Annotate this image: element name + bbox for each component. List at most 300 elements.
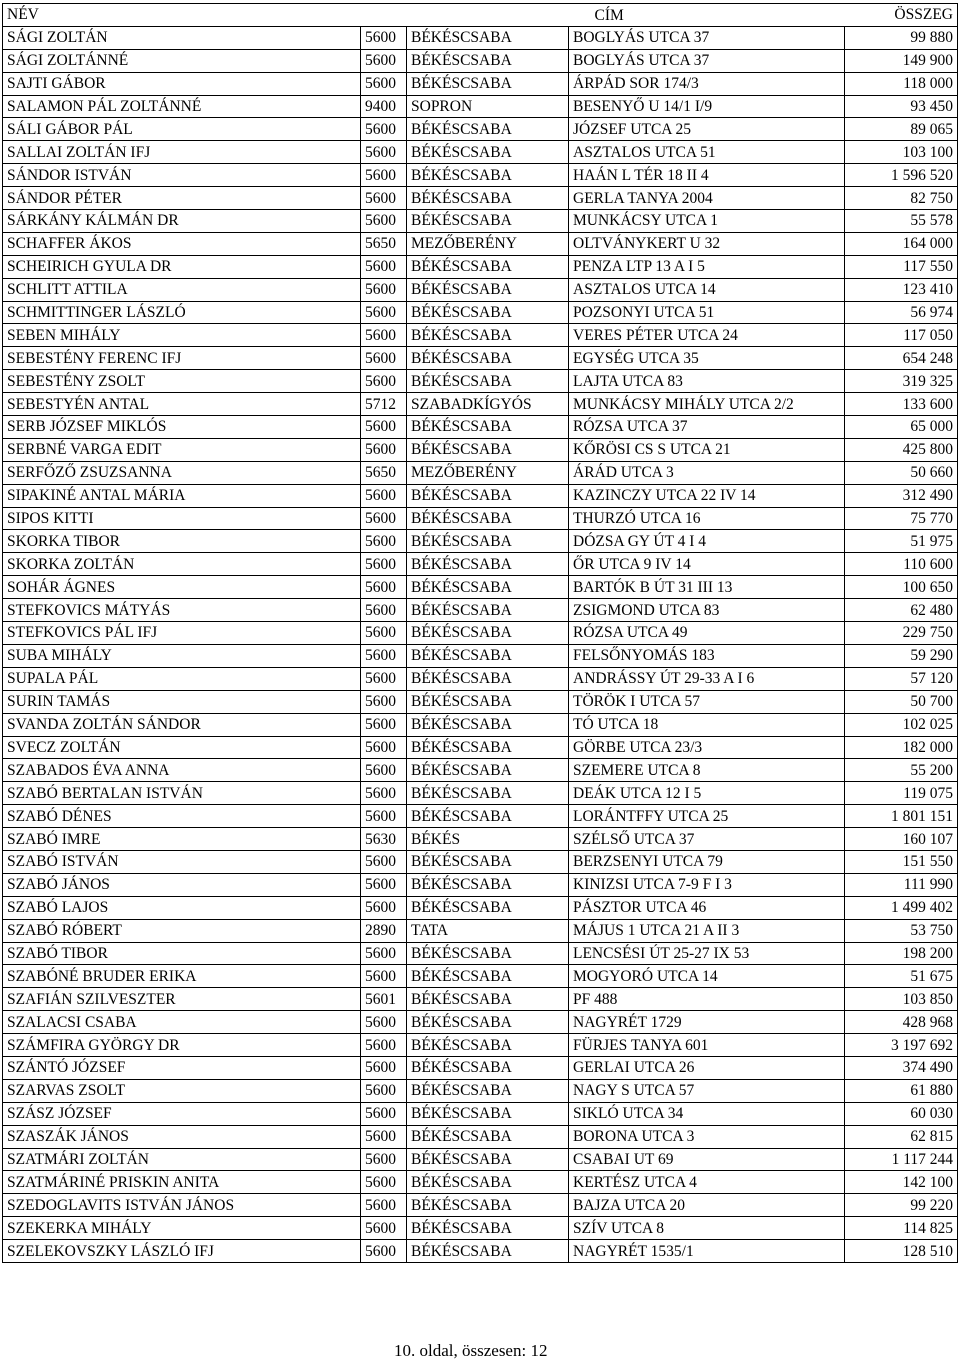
cell-amount: 164 000 xyxy=(845,232,958,255)
cell-zip: 5600 xyxy=(361,1034,407,1057)
cell-street: RÓZSA UTCA 49 xyxy=(569,622,845,645)
cell-amount: 56 974 xyxy=(845,301,958,324)
cell-city: BÉKÉSCSABA xyxy=(407,782,569,805)
cell-name: SEBESTYÉN ANTAL xyxy=(3,393,361,416)
cell-street: SZÍV UTCA 8 xyxy=(569,1217,845,1240)
cell-street: GÖRBE UTCA 23/3 xyxy=(569,736,845,759)
cell-city: BÉKÉSCSABA xyxy=(407,416,569,439)
cell-name: SCHAFFER ÁKOS xyxy=(3,232,361,255)
table-row xyxy=(3,26,958,49)
cell-street: FÜRJES TANYA 601 xyxy=(569,1034,845,1057)
cell-street: POZSONYI UTCA 51 xyxy=(569,301,845,324)
cell-city: BÉKÉSCSABA xyxy=(407,347,569,370)
cell-city: BÉKÉSCSABA xyxy=(407,324,569,347)
cell-street: LORÁNTFFY UTCA 25 xyxy=(569,805,845,828)
cell-city: BÉKÉSCSABA xyxy=(407,1148,569,1171)
cell-city: BÉKÉSCSABA xyxy=(407,438,569,461)
table-row xyxy=(3,1217,958,1240)
cell-city: BÉKÉSCSABA xyxy=(407,164,569,187)
table-row xyxy=(3,873,958,896)
cell-amount: 118 000 xyxy=(845,72,958,95)
header-amount: ÖSSZEG xyxy=(845,4,958,27)
cell-street: TÓ UTCA 18 xyxy=(569,713,845,736)
cell-street: BOGLYÁS UTCA 37 xyxy=(569,26,845,49)
cell-amount: 114 825 xyxy=(845,1217,958,1240)
cell-zip: 5650 xyxy=(361,461,407,484)
cell-name: SZEKERKA MIHÁLY xyxy=(3,1217,361,1240)
cell-city: BÉKÉSCSABA xyxy=(407,255,569,278)
header-address: CÍM xyxy=(594,7,624,24)
cell-street: ASZTALOS UTCA 14 xyxy=(569,278,845,301)
cell-city: BÉKÉSCSABA xyxy=(407,26,569,49)
cell-zip: 5600 xyxy=(361,26,407,49)
cell-street: GERLAI UTCA 26 xyxy=(569,1056,845,1079)
cell-name: SERFŐZŐ ZSUZSANNA xyxy=(3,461,361,484)
cell-amount: 1 499 402 xyxy=(845,896,958,919)
cell-amount: 103 850 xyxy=(845,988,958,1011)
cell-name: SZATMÁRINÉ PRISKIN ANITA xyxy=(3,1171,361,1194)
cell-name: SZARVAS ZSOLT xyxy=(3,1079,361,1102)
cell-name: SUBA MIHÁLY xyxy=(3,644,361,667)
cell-city: BÉKÉSCSABA xyxy=(407,759,569,782)
cell-city: BÉKÉSCSABA xyxy=(407,530,569,553)
cell-amount: 93 450 xyxy=(845,95,958,118)
cell-street: FELSŐNYOMÁS 183 xyxy=(569,644,845,667)
table-row xyxy=(3,667,958,690)
cell-name: SIPAKINÉ ANTAL MÁRIA xyxy=(3,484,361,507)
cell-zip: 5600 xyxy=(361,484,407,507)
cell-amount: 319 325 xyxy=(845,370,958,393)
table-row xyxy=(3,576,958,599)
records-table xyxy=(2,3,958,1263)
cell-street: MOGYORÓ UTCA 14 xyxy=(569,965,845,988)
cell-zip: 5600 xyxy=(361,141,407,164)
cell-name: SZABÓ IMRE xyxy=(3,828,361,851)
cell-amount: 100 650 xyxy=(845,576,958,599)
cell-city: BÉKÉSCSABA xyxy=(407,49,569,72)
cell-amount: 55 578 xyxy=(845,210,958,233)
cell-city: BÉKÉSCSABA xyxy=(407,622,569,645)
cell-amount: 133 600 xyxy=(845,393,958,416)
cell-amount: 119 075 xyxy=(845,782,958,805)
cell-city: BÉKÉSCSABA xyxy=(407,896,569,919)
table-row xyxy=(3,1056,958,1079)
cell-zip: 2890 xyxy=(361,919,407,942)
cell-street: EGYSÉG UTCA 35 xyxy=(569,347,845,370)
table-row xyxy=(3,1102,958,1125)
cell-amount: 51 675 xyxy=(845,965,958,988)
cell-zip: 5600 xyxy=(361,805,407,828)
cell-zip: 5600 xyxy=(361,438,407,461)
cell-name: SALAMON PÁL ZOLTÁNNÉ xyxy=(3,95,361,118)
cell-zip: 5600 xyxy=(361,1079,407,1102)
cell-name: SÁLI GÁBOR PÁL xyxy=(3,118,361,141)
cell-amount: 123 410 xyxy=(845,278,958,301)
cell-zip: 5600 xyxy=(361,759,407,782)
cell-city: BÉKÉSCSABA xyxy=(407,484,569,507)
cell-zip: 5600 xyxy=(361,301,407,324)
cell-street: LAJTA UTCA 83 xyxy=(569,370,845,393)
table-row xyxy=(3,530,958,553)
cell-amount: 53 750 xyxy=(845,919,958,942)
cell-street: CSABAI UT 69 xyxy=(569,1148,845,1171)
cell-amount: 62 815 xyxy=(845,1125,958,1148)
cell-zip: 5600 xyxy=(361,667,407,690)
cell-city: BÉKÉSCSABA xyxy=(407,210,569,233)
cell-name: SÁNDOR ISTVÁN xyxy=(3,164,361,187)
cell-street: ASZTALOS UTCA 51 xyxy=(569,141,845,164)
cell-name: SURIN TAMÁS xyxy=(3,690,361,713)
cell-city: BÉKÉSCSABA xyxy=(407,1102,569,1125)
cell-name: SZATMÁRI ZOLTÁN xyxy=(3,1148,361,1171)
table-row xyxy=(3,438,958,461)
cell-amount: 50 700 xyxy=(845,690,958,713)
cell-zip: 5600 xyxy=(361,782,407,805)
cell-zip: 5600 xyxy=(361,644,407,667)
cell-name: SÁNDOR PÉTER xyxy=(3,187,361,210)
cell-zip: 5600 xyxy=(361,1240,407,1263)
cell-amount: 50 660 xyxy=(845,461,958,484)
cell-city: BÉKÉSCSABA xyxy=(407,278,569,301)
cell-zip: 5600 xyxy=(361,942,407,965)
cell-amount: 425 800 xyxy=(845,438,958,461)
cell-name: SZÁSZ JÓZSEF xyxy=(3,1102,361,1125)
cell-street: LENCSÉSI ÚT 25-27 IX 53 xyxy=(569,942,845,965)
cell-city: BÉKÉSCSABA xyxy=(407,873,569,896)
cell-street: NAGYRÉT 1535/1 xyxy=(569,1240,845,1263)
cell-city: BÉKÉSCSABA xyxy=(407,713,569,736)
cell-amount: 82 750 xyxy=(845,187,958,210)
cell-name: SCHEIRICH GYULA DR xyxy=(3,255,361,278)
table-row xyxy=(3,393,958,416)
cell-street: RÓZSA UTCA 37 xyxy=(569,416,845,439)
cell-zip: 5600 xyxy=(361,416,407,439)
cell-amount: 149 900 xyxy=(845,49,958,72)
cell-name: SVANDA ZOLTÁN SÁNDOR xyxy=(3,713,361,736)
cell-street: KAZINCZY UTCA 22 IV 14 xyxy=(569,484,845,507)
cell-amount: 99 220 xyxy=(845,1194,958,1217)
cell-amount: 65 000 xyxy=(845,416,958,439)
cell-zip: 5601 xyxy=(361,988,407,1011)
cell-city: BÉKÉSCSABA xyxy=(407,644,569,667)
cell-name: SKORKA TIBOR xyxy=(3,530,361,553)
cell-city: BÉKÉSCSABA xyxy=(407,690,569,713)
header-blank-city xyxy=(407,4,569,27)
cell-zip: 5600 xyxy=(361,1171,407,1194)
cell-street: ÁRÁD UTCA 3 xyxy=(569,461,845,484)
cell-city: BÉKÉSCSABA xyxy=(407,1079,569,1102)
cell-city: BÉKÉSCSABA xyxy=(407,965,569,988)
cell-name: SOHÁR ÁGNES xyxy=(3,576,361,599)
header-address-cell xyxy=(569,4,845,27)
cell-street: GERLA TANYA 2004 xyxy=(569,187,845,210)
cell-street: ANDRÁSSY ÚT 29-33 A I 6 xyxy=(569,667,845,690)
table-row xyxy=(3,553,958,576)
cell-city: BÉKÉS xyxy=(407,828,569,851)
table-row xyxy=(3,782,958,805)
cell-city: BÉKÉSCSABA xyxy=(407,1125,569,1148)
cell-zip: 5600 xyxy=(361,370,407,393)
cell-name: SKORKA ZOLTÁN xyxy=(3,553,361,576)
cell-amount: 3 197 692 xyxy=(845,1034,958,1057)
cell-zip: 5600 xyxy=(361,1217,407,1240)
cell-street: BERZSENYI UTCA 79 xyxy=(569,850,845,873)
cell-amount: 57 120 xyxy=(845,667,958,690)
table-row xyxy=(3,461,958,484)
cell-city: BÉKÉSCSABA xyxy=(407,72,569,95)
cell-name: SZABÓNÉ BRUDER ERIKA xyxy=(3,965,361,988)
cell-street: PÁSZTOR UTCA 46 xyxy=(569,896,845,919)
cell-street: PENZA LTP 13 A I 5 xyxy=(569,255,845,278)
table-row xyxy=(3,828,958,851)
cell-amount: 198 200 xyxy=(845,942,958,965)
cell-street: KERTÉSZ UTCA 4 xyxy=(569,1171,845,1194)
cell-zip: 5600 xyxy=(361,736,407,759)
cell-amount: 1 596 520 xyxy=(845,164,958,187)
cell-city: BÉKÉSCSABA xyxy=(407,301,569,324)
cell-zip: 5600 xyxy=(361,530,407,553)
table-row xyxy=(3,507,958,530)
header-row xyxy=(3,4,958,27)
table-row xyxy=(3,210,958,233)
cell-amount: 128 510 xyxy=(845,1240,958,1263)
cell-street: SIKLÓ UTCA 34 xyxy=(569,1102,845,1125)
cell-street: THURZÓ UTCA 16 xyxy=(569,507,845,530)
cell-amount: 55 200 xyxy=(845,759,958,782)
cell-city: BÉKÉSCSABA xyxy=(407,1011,569,1034)
cell-name: SZABÓ DÉNES xyxy=(3,805,361,828)
cell-name: SEBESTÉNY FERENC IFJ xyxy=(3,347,361,370)
table-row xyxy=(3,49,958,72)
table-row xyxy=(3,232,958,255)
table-row xyxy=(3,919,958,942)
cell-name: SALLAI ZOLTÁN IFJ xyxy=(3,141,361,164)
table-row xyxy=(3,301,958,324)
cell-zip: 5600 xyxy=(361,1056,407,1079)
cell-zip: 5600 xyxy=(361,965,407,988)
cell-street: BOGLYÁS UTCA 37 xyxy=(569,49,845,72)
cell-street: KŐRÖSI CS S UTCA 21 xyxy=(569,438,845,461)
table-row xyxy=(3,484,958,507)
cell-name: SZELEKOVSZKY LÁSZLÓ IFJ xyxy=(3,1240,361,1263)
cell-street: TÖRÖK I UTCA 57 xyxy=(569,690,845,713)
cell-city: BÉKÉSCSABA xyxy=(407,118,569,141)
cell-amount: 60 030 xyxy=(845,1102,958,1125)
cell-street: BAJZA UTCA 20 xyxy=(569,1194,845,1217)
cell-street: BORONA UTCA 3 xyxy=(569,1125,845,1148)
table-row xyxy=(3,370,958,393)
cell-street: HAÁN L TÉR 18 II 4 xyxy=(569,164,845,187)
cell-zip: 5600 xyxy=(361,873,407,896)
cell-street: NAGYRÉT 1729 xyxy=(569,1011,845,1034)
cell-amount: 110 600 xyxy=(845,553,958,576)
cell-name: SZASZÁK JÁNOS xyxy=(3,1125,361,1148)
cell-street: DÓZSA GY ÚT 4 I 4 xyxy=(569,530,845,553)
cell-amount: 117 050 xyxy=(845,324,958,347)
cell-street: BARTÓK B ÚT 31 III 13 xyxy=(569,576,845,599)
table-row xyxy=(3,713,958,736)
cell-name: SÁGI ZOLTÁNNÉ xyxy=(3,49,361,72)
cell-name: STEFKOVICS MÁTYÁS xyxy=(3,599,361,622)
cell-zip: 5600 xyxy=(361,118,407,141)
table-row xyxy=(3,1240,958,1263)
cell-zip: 5600 xyxy=(361,255,407,278)
cell-amount: 312 490 xyxy=(845,484,958,507)
cell-city: BÉKÉSCSABA xyxy=(407,599,569,622)
cell-amount: 99 880 xyxy=(845,26,958,49)
cell-name: SZEDOGLAVITS ISTVÁN JÁNOS xyxy=(3,1194,361,1217)
cell-amount: 428 968 xyxy=(845,1011,958,1034)
cell-zip: 5600 xyxy=(361,1011,407,1034)
cell-zip: 5600 xyxy=(361,72,407,95)
table-row xyxy=(3,347,958,370)
cell-street: DEÁK UTCA 12 I 5 xyxy=(569,782,845,805)
table-row xyxy=(3,324,958,347)
cell-city: BÉKÉSCSABA xyxy=(407,507,569,530)
cell-city: BÉKÉSCSABA xyxy=(407,942,569,965)
cell-zip: 5600 xyxy=(361,210,407,233)
cell-name: SZAFIÁN SZILVESZTER xyxy=(3,988,361,1011)
cell-city: MEZŐBERÉNY xyxy=(407,232,569,255)
cell-amount: 1 117 244 xyxy=(845,1148,958,1171)
cell-city: MEZŐBERÉNY xyxy=(407,461,569,484)
cell-name: SÁRKÁNY KÁLMÁN DR xyxy=(3,210,361,233)
cell-street: ZSIGMOND UTCA 83 xyxy=(569,599,845,622)
cell-city: BÉKÉSCSABA xyxy=(407,1194,569,1217)
cell-city: SOPRON xyxy=(407,95,569,118)
cell-zip: 5600 xyxy=(361,553,407,576)
cell-zip: 5600 xyxy=(361,347,407,370)
table-row xyxy=(3,988,958,1011)
cell-name: SZABADOS ÉVA ANNA xyxy=(3,759,361,782)
cell-zip: 5600 xyxy=(361,713,407,736)
cell-zip: 5600 xyxy=(361,850,407,873)
table-row xyxy=(3,736,958,759)
cell-amount: 1 801 151 xyxy=(845,805,958,828)
table-row xyxy=(3,187,958,210)
cell-zip: 5650 xyxy=(361,232,407,255)
cell-zip: 5600 xyxy=(361,1125,407,1148)
table-row xyxy=(3,805,958,828)
cell-street: OLTVÁNYKERT U 32 xyxy=(569,232,845,255)
cell-name: SERBNÉ VARGA EDIT xyxy=(3,438,361,461)
cell-amount: 182 000 xyxy=(845,736,958,759)
cell-name: SZABÓ ISTVÁN xyxy=(3,850,361,873)
cell-city: BÉKÉSCSABA xyxy=(407,576,569,599)
cell-zip: 5600 xyxy=(361,1102,407,1125)
cell-amount: 117 550 xyxy=(845,255,958,278)
cell-city: BÉKÉSCSABA xyxy=(407,553,569,576)
cell-city: BÉKÉSCSABA xyxy=(407,805,569,828)
cell-name: SUPALA PÁL xyxy=(3,667,361,690)
cell-city: BÉKÉSCSABA xyxy=(407,850,569,873)
cell-street: ŐR UTCA 9 IV 14 xyxy=(569,553,845,576)
cell-city: BÉKÉSCSABA xyxy=(407,667,569,690)
cell-zip: 5600 xyxy=(361,164,407,187)
cell-amount: 374 490 xyxy=(845,1056,958,1079)
cell-street: MUNKÁCSY UTCA 1 xyxy=(569,210,845,233)
cell-amount: 102 025 xyxy=(845,713,958,736)
table-row xyxy=(3,1125,958,1148)
cell-city: SZABADKÍGYÓS xyxy=(407,393,569,416)
cell-city: BÉKÉSCSABA xyxy=(407,988,569,1011)
table-row xyxy=(3,1079,958,1102)
table-row xyxy=(3,1034,958,1057)
table-row xyxy=(3,278,958,301)
cell-name: SEBESTÉNY ZSOLT xyxy=(3,370,361,393)
cell-amount: 151 550 xyxy=(845,850,958,873)
cell-name: SZABÓ TIBOR xyxy=(3,942,361,965)
cell-zip: 5600 xyxy=(361,507,407,530)
cell-zip: 5630 xyxy=(361,828,407,851)
table-row xyxy=(3,164,958,187)
cell-name: SZÁNTÓ JÓZSEF xyxy=(3,1056,361,1079)
cell-zip: 5600 xyxy=(361,622,407,645)
table-row xyxy=(3,965,958,988)
cell-amount: 142 100 xyxy=(845,1171,958,1194)
table-row xyxy=(3,1171,958,1194)
cell-name: SZABÓ LAJOS xyxy=(3,896,361,919)
table-row xyxy=(3,942,958,965)
cell-city: BÉKÉSCSABA xyxy=(407,1171,569,1194)
cell-zip: 5600 xyxy=(361,599,407,622)
cell-amount: 111 990 xyxy=(845,873,958,896)
table-row xyxy=(3,416,958,439)
header-blank-zip xyxy=(361,4,407,27)
cell-city: BÉKÉSCSABA xyxy=(407,1056,569,1079)
cell-amount: 160 107 xyxy=(845,828,958,851)
cell-name: SIPOS KITTI xyxy=(3,507,361,530)
cell-name: SVECZ ZOLTÁN xyxy=(3,736,361,759)
cell-zip: 5600 xyxy=(361,896,407,919)
cell-zip: 5600 xyxy=(361,576,407,599)
cell-zip: 5600 xyxy=(361,324,407,347)
cell-amount: 61 880 xyxy=(845,1079,958,1102)
table-row xyxy=(3,759,958,782)
table-row xyxy=(3,141,958,164)
cell-name: SZÁMFIRA GYÖRGY DR xyxy=(3,1034,361,1057)
cell-name: SÁGI ZOLTÁN xyxy=(3,26,361,49)
cell-city: BÉKÉSCSABA xyxy=(407,187,569,210)
page-footer: 10. oldal, összesen: 12 xyxy=(394,1341,548,1360)
cell-amount: 103 100 xyxy=(845,141,958,164)
cell-zip: 5600 xyxy=(361,1148,407,1171)
cell-name: SZABÓ BERTALAN ISTVÁN xyxy=(3,782,361,805)
cell-city: BÉKÉSCSABA xyxy=(407,1240,569,1263)
table-row xyxy=(3,896,958,919)
cell-city: BÉKÉSCSABA xyxy=(407,1034,569,1057)
cell-zip: 5600 xyxy=(361,1194,407,1217)
cell-city: BÉKÉSCSABA xyxy=(407,736,569,759)
cell-amount: 62 480 xyxy=(845,599,958,622)
table-row xyxy=(3,599,958,622)
cell-zip: 5712 xyxy=(361,393,407,416)
cell-city: BÉKÉSCSABA xyxy=(407,1217,569,1240)
cell-name: SEBEN MIHÁLY xyxy=(3,324,361,347)
cell-street: VERES PÉTER UTCA 24 xyxy=(569,324,845,347)
table-row xyxy=(3,255,958,278)
cell-name: SERB JÓZSEF MIKLÓS xyxy=(3,416,361,439)
table-row xyxy=(3,118,958,141)
cell-name: STEFKOVICS PÁL IFJ xyxy=(3,622,361,645)
cell-name: SZALACSI CSABA xyxy=(3,1011,361,1034)
header-name: NÉV xyxy=(3,4,361,27)
table-row xyxy=(3,690,958,713)
cell-name: SCHLITT ATTILA xyxy=(3,278,361,301)
table-row xyxy=(3,72,958,95)
cell-street: PF 488 xyxy=(569,988,845,1011)
cell-zip: 9400 xyxy=(361,95,407,118)
